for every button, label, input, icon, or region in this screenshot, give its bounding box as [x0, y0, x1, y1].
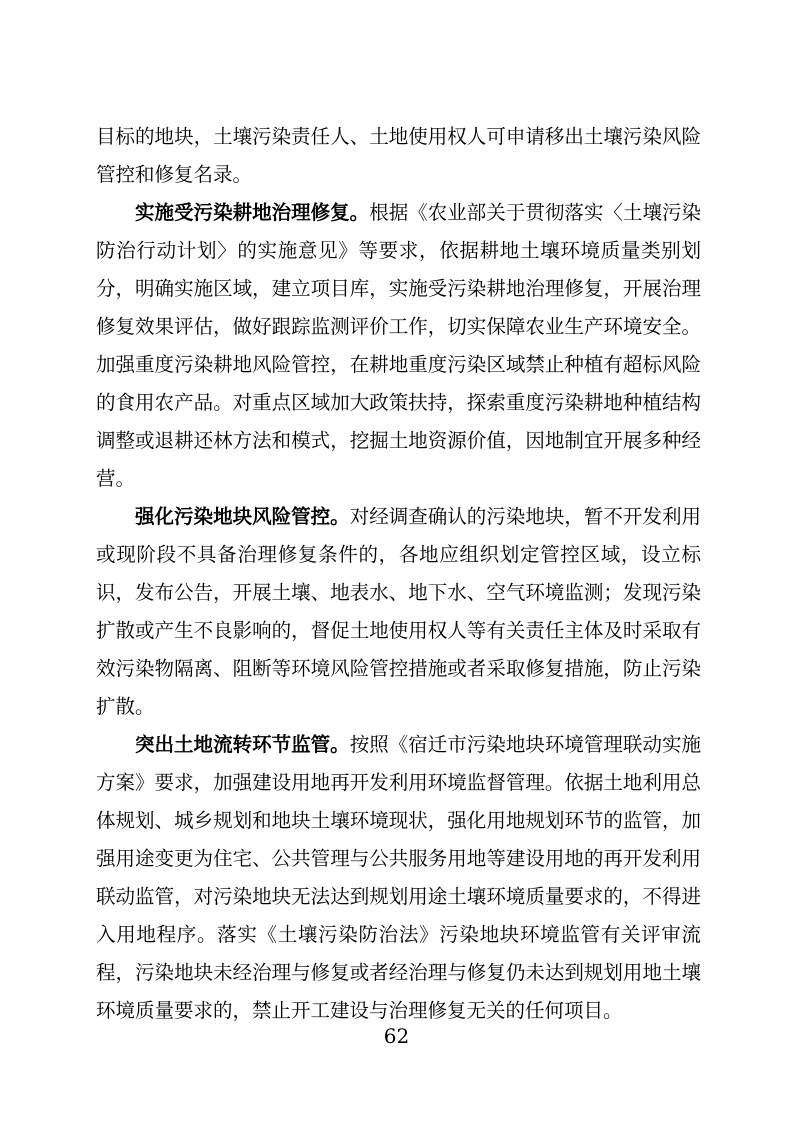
paragraph-body: 按照《宿迁市污染地块环境管理联动实施方案》要求，加强建设用地再开发利用环境监督管理。依据土地利用总体规划、城乡规划和地块土壤环境现状，强化用地规划环节的监管，加强用途变更为住宅、公共管理与公共服务用地等建设用地的再开发利用联动监管，对污染地块无法达到规划用途土壤环境质量要求的，不得进入用地程序。落实《土壤污染防治法》污染地块环境监管有关评审流程，污染地块未经治理与修复或者经治理与修复仍未达到规划用地土壤环境质量要求的，禁止开工建设与治理修复无关的任何项目。 [96, 733, 701, 1022]
paragraph-lead: 强化污染地块风险管控。 [135, 505, 350, 528]
paragraph-body: 目标的地块，土壤污染责任人、土地使用权人可申请移出土壤污染风险管控和修复名录。 [96, 125, 701, 186]
paragraph-lead: 突出土地流转环节监管。 [135, 733, 350, 756]
page-number: 62 [383, 1024, 410, 1048]
paragraph-continuation [96, 118, 701, 194]
paragraph [96, 498, 701, 726]
document-body [96, 118, 701, 1030]
paragraph-lead: 实施受污染耕地治理修复。 [135, 201, 370, 224]
paragraph-body: 根据《农业部关于贯彻落实〈土壤污染防治行动计划〉的实施意见》等要求，依据耕地土壤环境质量类别划分，明确实施区域，建立项目库，实施受污染耕地治理修复，开展治理修复效果评估，做好跟踪监测评价工作，切实保障农业生产环境安全。加强重度污染耕地风险管控，在耕地重度污染区域禁止种植有超标风险的食用农产品。对重点区域加大政策扶持，探索重度污染耕地种植结构调整或退耕还林方法和模式，挖掘土地资源价值，因地制宜开展多种经营。 [96, 201, 701, 490]
paragraph [96, 194, 701, 498]
paragraph [96, 726, 701, 1030]
paragraph-body: 对经调查确认的污染地块，暂不开发利用或现阶段不具备治理修复条件的，各地应组织划定管控区域，设立标识，发布公告，开展土壤、地表水、地下水、空气环境监测；发现污染扩散或产生不良影响的，督促土地使用权人等有关责任主体及时采取有效污染物隔离、阻断等环境风险管控措施或者采取修复措施，防止污染扩散。 [96, 505, 701, 718]
